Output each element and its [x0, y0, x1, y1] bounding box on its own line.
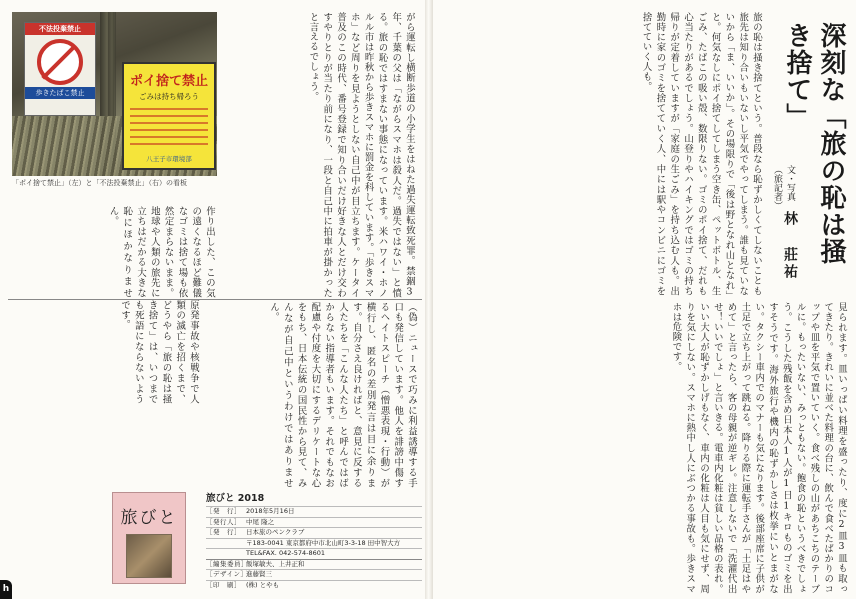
page-number: h	[0, 580, 12, 599]
colophon-key	[206, 539, 246, 549]
colophon-row	[206, 559, 422, 570]
magazine-cover	[112, 492, 186, 584]
colophon-key	[206, 549, 246, 559]
colophon-value: 〒183-0041 東京都府中市北山町3-3-18 田中智大方	[246, 538, 401, 547]
page-gutter	[425, 0, 433, 599]
colophon-row	[206, 548, 422, 559]
article-photo	[12, 12, 217, 176]
colophon	[206, 490, 422, 590]
author-name: 林 莊祐	[782, 211, 798, 281]
colophon-value: (株) とやも	[246, 580, 280, 589]
author-note: （旅記者）	[772, 165, 782, 210]
prohibition-icon	[37, 39, 83, 85]
article-body-top: 旅の恥は掻き捨てという。普段なら恥ずかしくてしないことも旅先は知り合いもいないし平気でやってしまう。誰も見ていないから「ま、いいか」。その場限りで「後は野となれ山となれ」と。何気なしにポイ捨てしてしまう空き缶、ペットボトル、生ごみ、たばこの吸い殻、数限りない。ゴミのポイ捨て、だれも心当たりがあるでしょう。山登りやハイキングではゴミの持ち帰りが定着していますが「家庭の生ごみ」を持ち込む人も。出勤時に家のゴミを捨てていく人、中には駅やコンビニにゴミを捨てていく人も。	[640, 12, 762, 296]
colophon-title: 旅びと 2018	[206, 493, 265, 504]
colophon-key: ［デザイン］	[206, 570, 248, 578]
photo-caption: 「ポイ捨て禁止」（左）と「不法投棄禁止」（右）の看板	[12, 179, 187, 187]
colophon-row	[206, 538, 422, 549]
article-body-bottom: 見られます。皿いっぱい料理を盛ったり、度に2皿3皿も取ってきたり。きれいに並べた料理の台に、飲んで食べたばかりのコップや皿を平気で置いていく。食べ残しの山があちこちのテーブルに。もったいない、みっともない。飽食の恥というべきでしょう。こうした残飯を含め日本人1人が1日1キロものゴミを出すそうです。海外旅行や機内の恥ずかしさは枚挙にいとまがない。タクシー車内でのマナーも気になります。後部座席に子供が土足で立ち上がって跳ねる。降りる際に運転手さんが「土足はやめて」と言ったら、客の母親が逆ギレ。注意しないで「洗濯代出せ！いいでしょ」と言いきる。電車内化粧は貧しい品格の表れ。いい大人が恥ずかしげもなく、車内の化粧は人目も気にせず、周りを気にしない。スマホに熱中し人にぶつかる事故も。歩きスマホは危険です。	[670, 302, 847, 594]
colophon-row	[206, 517, 422, 528]
colophon-key: ［編集委員］	[206, 559, 248, 568]
colophon-key: ［発 行］	[206, 507, 241, 515]
colophon-row	[206, 580, 422, 591]
article-title: 深刻な「旅の恥は掻き捨て」	[782, 22, 846, 265]
colophon-value: 進藤賢三	[246, 570, 272, 578]
magazine-cover-image	[126, 534, 172, 578]
magazine-cover-title: 旅びと	[120, 508, 178, 528]
colophon-row	[206, 569, 422, 580]
colophon-value: TEL&FAX. 042-574-8601	[246, 549, 325, 557]
no-littering-sign	[122, 62, 216, 170]
byline-label: 文・写真	[785, 165, 795, 201]
colophon-value: 飯塚敏夫、上井正和	[246, 559, 305, 568]
colophon-key: ［印 刷］	[206, 580, 241, 589]
colophon-value: 中尾 隆之	[246, 517, 275, 526]
sign-text-lines	[130, 108, 208, 148]
sign-right-main-text: ポイ捨て禁止	[129, 74, 208, 89]
colophon-key: ［発 行］	[206, 528, 241, 536]
no-dumping-sign	[24, 22, 96, 116]
left-body-top: がら運転し横断歩道の小学生をはねた過失運転致死罪。禁錮3年、千葉の父は「ながらスマホは殺人だ。過失ではない」と憤る。旅の恥ではすまない事態になっています。米ハワイ・ホノルル市は昨秋から歩きスマホに罰金を科しています。「歩きスマホ」など周りを見ようとしない自己中が目立ちます。ケータイ普及のこの時代、番号登録で知り合いだけ好きな人とだけ交わすやりとりが当たり前になり、一段と自己中に拍車が掛かったと言えるでしょう。	[307, 12, 415, 298]
colophon-value: 日本旅のペンクラブ	[246, 528, 305, 536]
colophon-row	[206, 506, 422, 517]
sign-left-bottom-text: 歩きたばこ禁止	[25, 87, 95, 99]
sign-right-bottom-text: 八王子市環境部	[146, 155, 192, 163]
left-body-closing: 原発事故や核戦争で人類の滅亡を招くまで、どうやら「旅の恥は掻き捨て」は、いつまでも死語にならないようです。	[119, 300, 199, 404]
left-body-bottom: （偽）ニュースで巧みに利益誘導する手口も発信しています。他人を誹謗中傷するヘイトスピーチ（憎悪表現・行動）が横行し、匿名の差別発言は目に余ります。自分さえ良ければと、意見に反する人たちを「こんな人たち」と呼んではばからない指導者もいます。それでもなお配慮や付度を大切にするデリケートな心をもち、日本伝統の国民性から見て、みんなが自己中というわけではありません。	[268, 302, 417, 488]
sign-right-sub-text: ごみは持ち帰ろう	[139, 92, 199, 101]
colophon-row	[206, 527, 422, 538]
left-body-top-2: 作り出した、この気の遠くなるほど難儀なゴミは捨て場も依然定まらないまま。地球や人類の旅先に立ちはだかる大きな恥にほかなりません。	[107, 206, 215, 298]
colophon-value: 2018年5月16日	[246, 507, 295, 515]
sign-left-top-text: 不法投棄禁止	[25, 23, 95, 35]
colophon-key: ［発行人］	[206, 517, 241, 526]
byline	[770, 165, 796, 295]
